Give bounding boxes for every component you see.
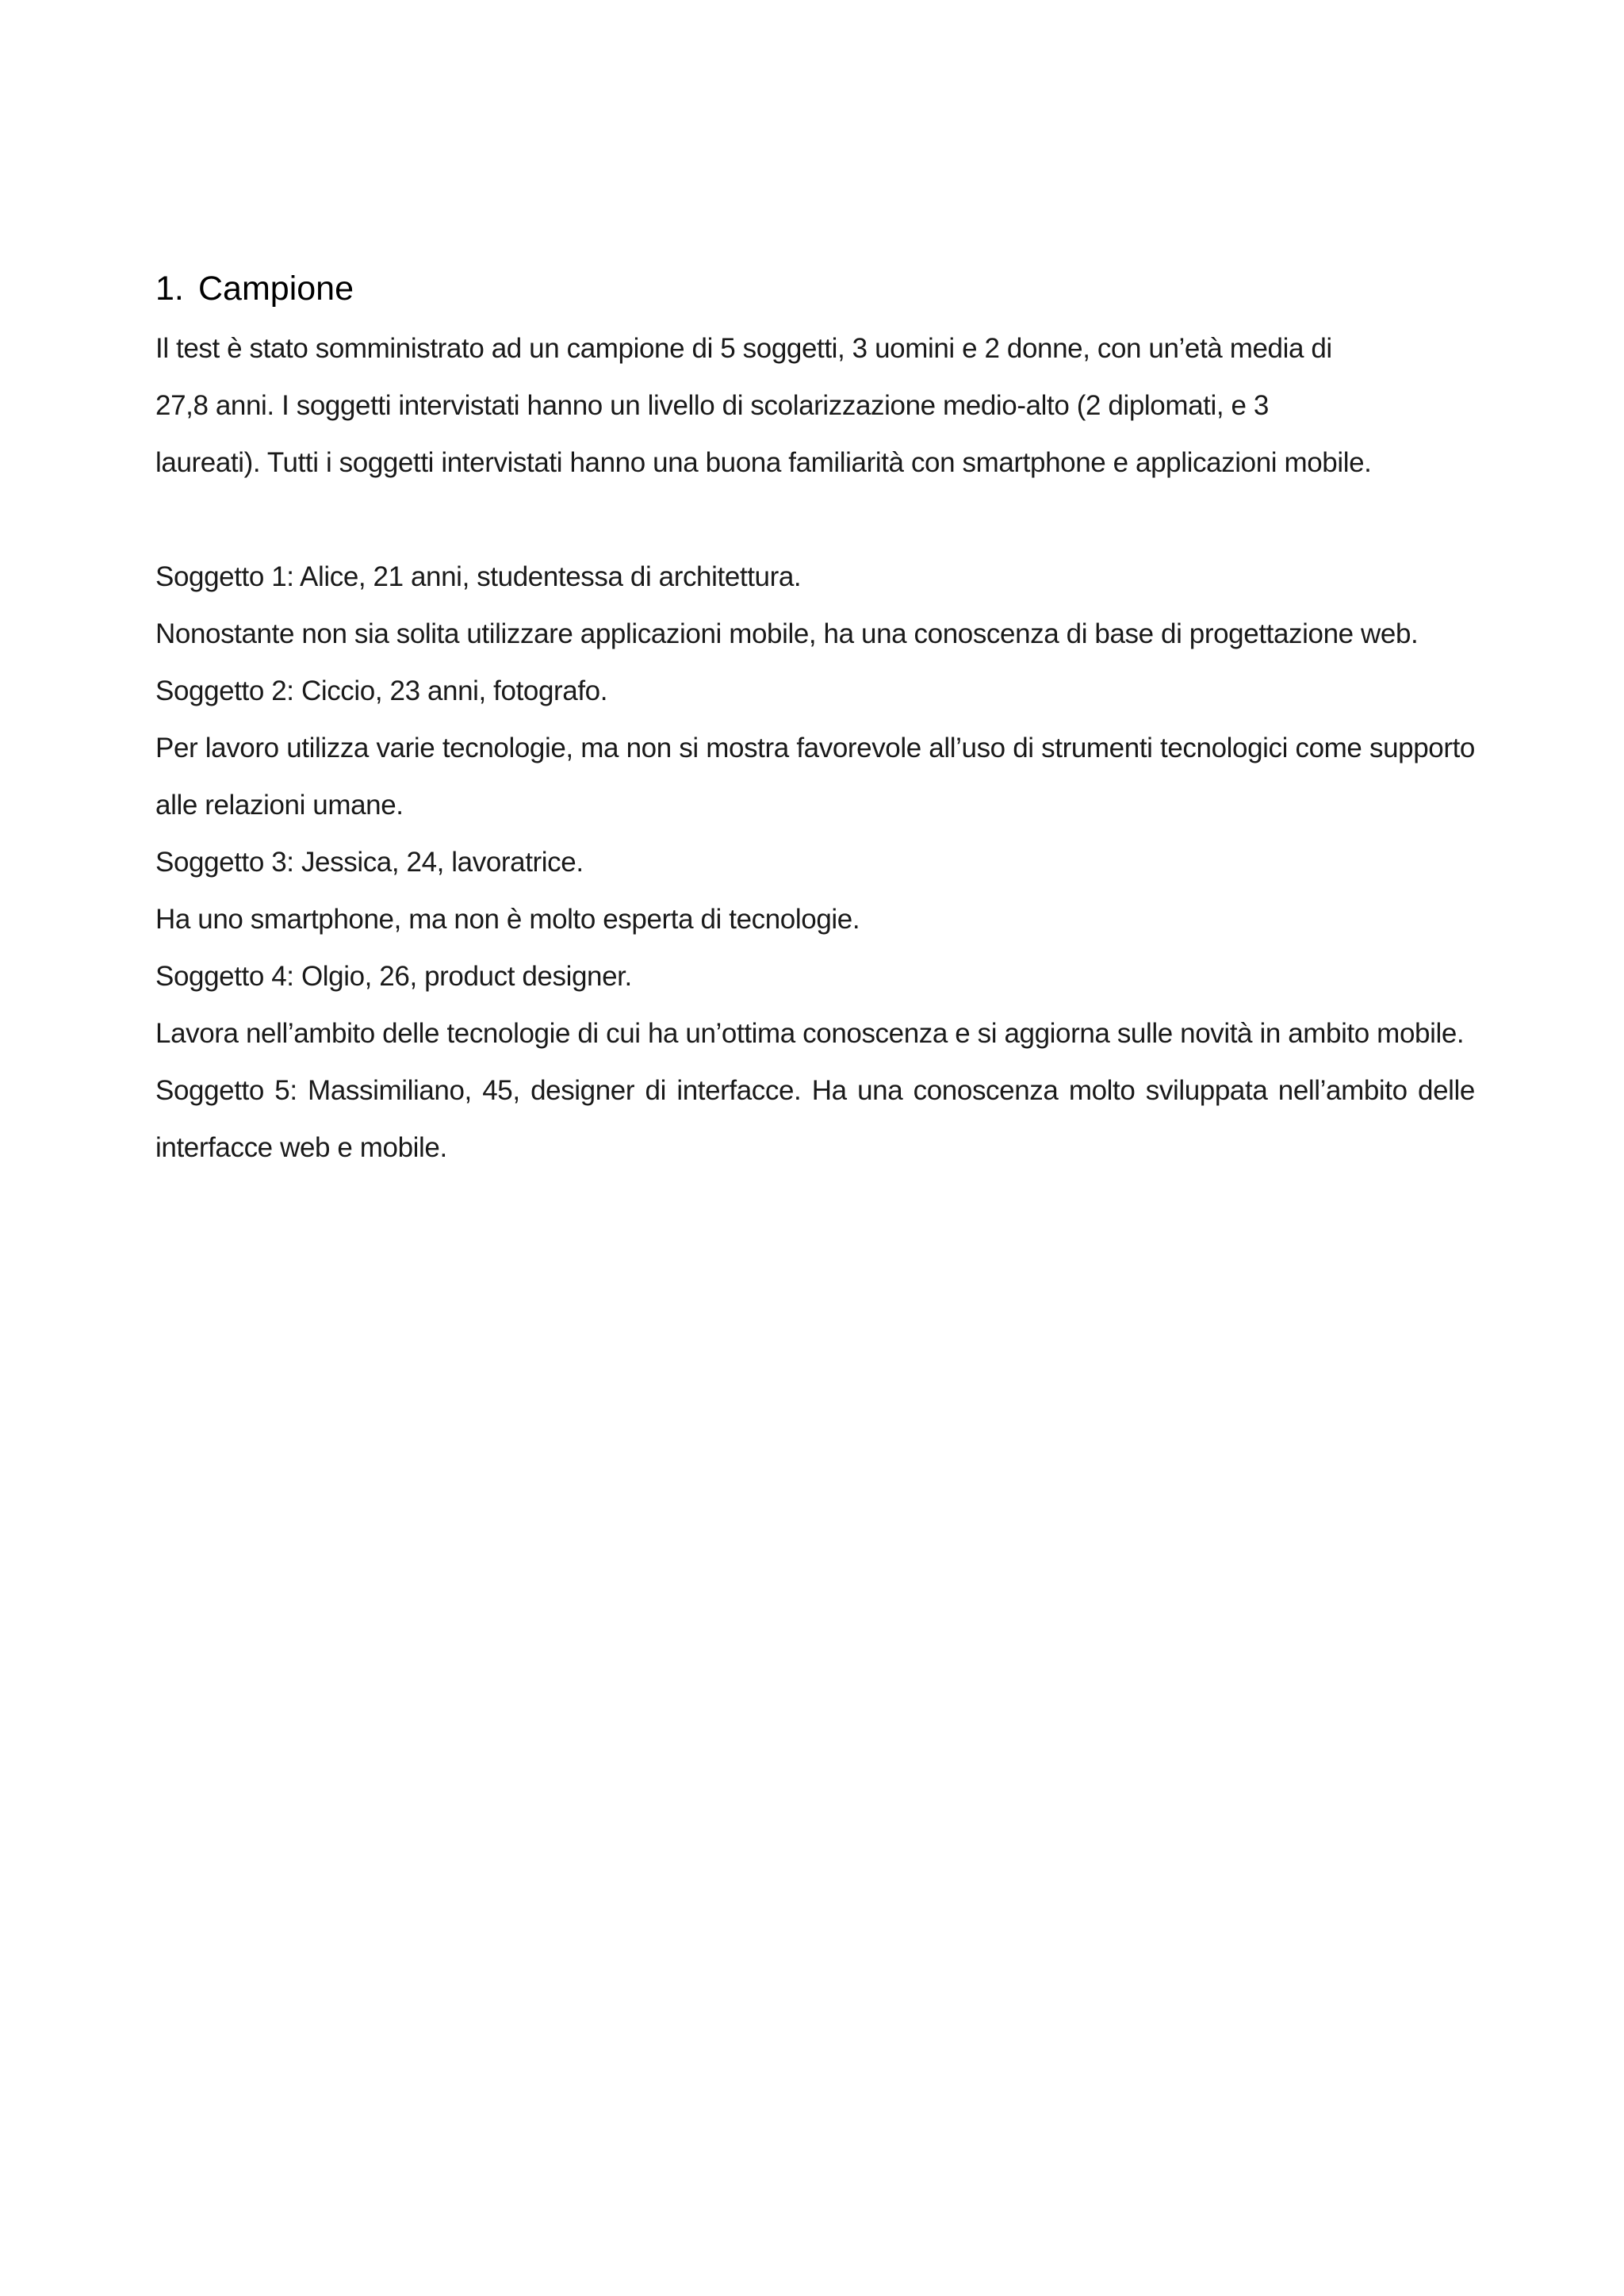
subject-4-description: Lavora nell’ambito delle tecnologie di cui ha un’ottima conoscenza e si aggiorna sulle novità in ambito mobile. [155,1018,1465,1049]
subject-3-description: Ha uno smartphone, ma non è molto esperta di tecnologie. [155,904,860,935]
subject-3-header: Soggetto 3: Jessica, 24, lavoratrice. [155,847,584,878]
page-content [155,263,1475,1177]
intro-line-1: Il test è stato somministrato ad un campione di 5 soggetti, 3 uomini e 2 donne, con un’età media di [155,333,1332,364]
section-title: Campione [198,270,354,308]
intro-line-2: 27,8 anni. I soggetti intervistati hanno un livello di scolarizzazione medio-alto (2 diplomati, e 3 [155,390,1269,421]
subject-4-header: Soggetto 4: Olgio, 26, product designer. [155,961,632,992]
subject-5-header: Soggetto 5: Massimiliano, 45, designer di interfacce. Ha una conoscenza molto sviluppata nell’ambito delle interfacce web e mobile. [155,1075,1475,1163]
subject-1-header: Soggetto 1: Alice, 21 anni, studentessa di architettura. [155,561,802,592]
section-heading [155,263,1475,314]
subject-2-header: Soggetto 2: Ciccio, 23 anni, fotografo. [155,675,608,706]
subject-1-description: Nonostante non sia solita utilizzare applicazioni mobile, ha una conoscenza di base di progettazione web. [155,618,1419,649]
section-number: 1. [155,270,184,308]
paragraph-gap [155,492,1475,549]
subject-2-description: Per lavoro utilizza varie tecnologie, ma non si mostra favorevole all’uso di strumenti tecnologici come supporto alle relazioni umane. [155,733,1475,821]
intro-line-3: laureati). Tutti i soggetti intervistati hanno una buona familiarità con smartphone e applicazioni mobile. [155,447,1372,478]
